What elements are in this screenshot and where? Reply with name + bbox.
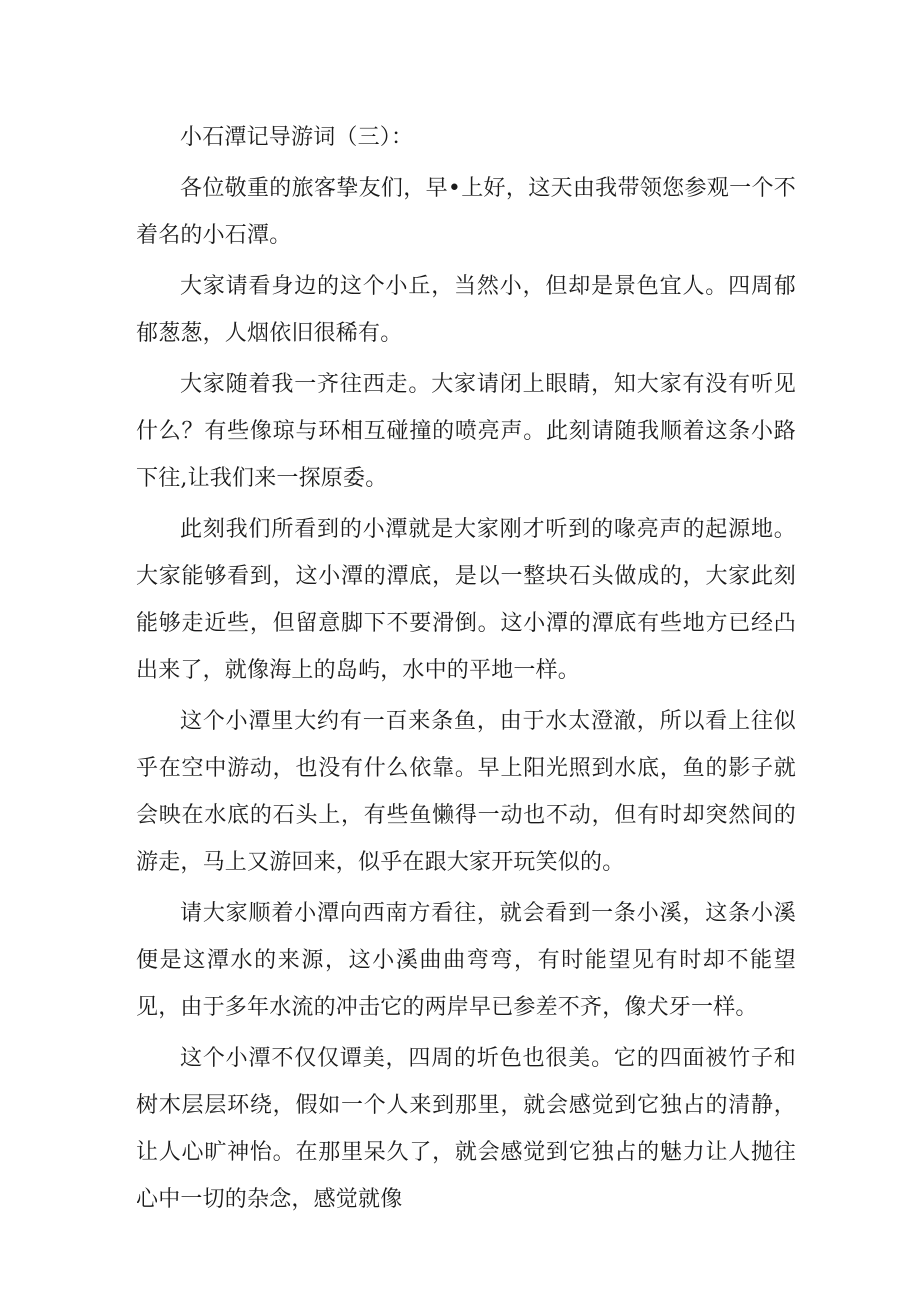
paragraph-walk-west: 大家随着我一齐往西走。大家请闭上眼睛，知大家有没有听见什么？有些像琼与环相互碰撞的喷亮声。此刻请随我顺着这条小路下往,让我们来一探原委。 — [136, 372, 796, 491]
document-title: 小石潭记导游词（三）： — [180, 125, 414, 150]
paragraph-pond-bottom: 此刻我们所看到的小潭就是大家刚才听到的喙亮声的起源地。大家能够看到，这小潭的潭底，是以一整块石头做成的，大家此刻能够走近些，但留意脚下不要滑倒。这小潭的潭底有些地方已经凸出来了，就像海上的岛屿，水中的平地一样。 — [136, 517, 796, 683]
paragraph-hill: 大家请看身边的这个小丘，当然小，但却是景色宜人。四周郁郁葱葱，人烟依旧很稀有。 — [136, 274, 796, 346]
paragraph-stream: 请大家顺着小潭向西南方看往，就会看到一条小溪，这条小溪便是这潭水的来源，这小溪曲曲弯弯，有时能望见有时却不能望见，由于多年水流的冲击它的两岸早已参差不齐，像犬牙一样。 — [136, 901, 796, 1020]
paragraph-greeting: 各位敬重的旅客挚友们，早•上好，这天由我带领您参观一个不着名的小石潭。 — [136, 176, 796, 248]
paragraph-fish: 这个小潭里大约有一百来条鱼，由于水太澄澈，所以看上往似乎在空中游动，也没有什么依靠。早上阳光照到水底，鱼的影子就会映在水底的石头上，有些鱼懒得一动也不动，但有时却突然间的游走，马上又游回来，似乎在跟大家开玩笑似的。 — [136, 709, 796, 875]
paragraph-scenery: 这个小潭不仅仅谭美，四周的圻色也很美。它的四面被竹子和树木层层环绕，假如一个人来到那里，就会感觉到它独占的清静，让人心旷神怡。在那里呆久了，就会感觉到它独占的魅力让人抛往心中一切的杂念，感觉就像 — [136, 1046, 796, 1212]
document-body — [136, 114, 796, 1223]
